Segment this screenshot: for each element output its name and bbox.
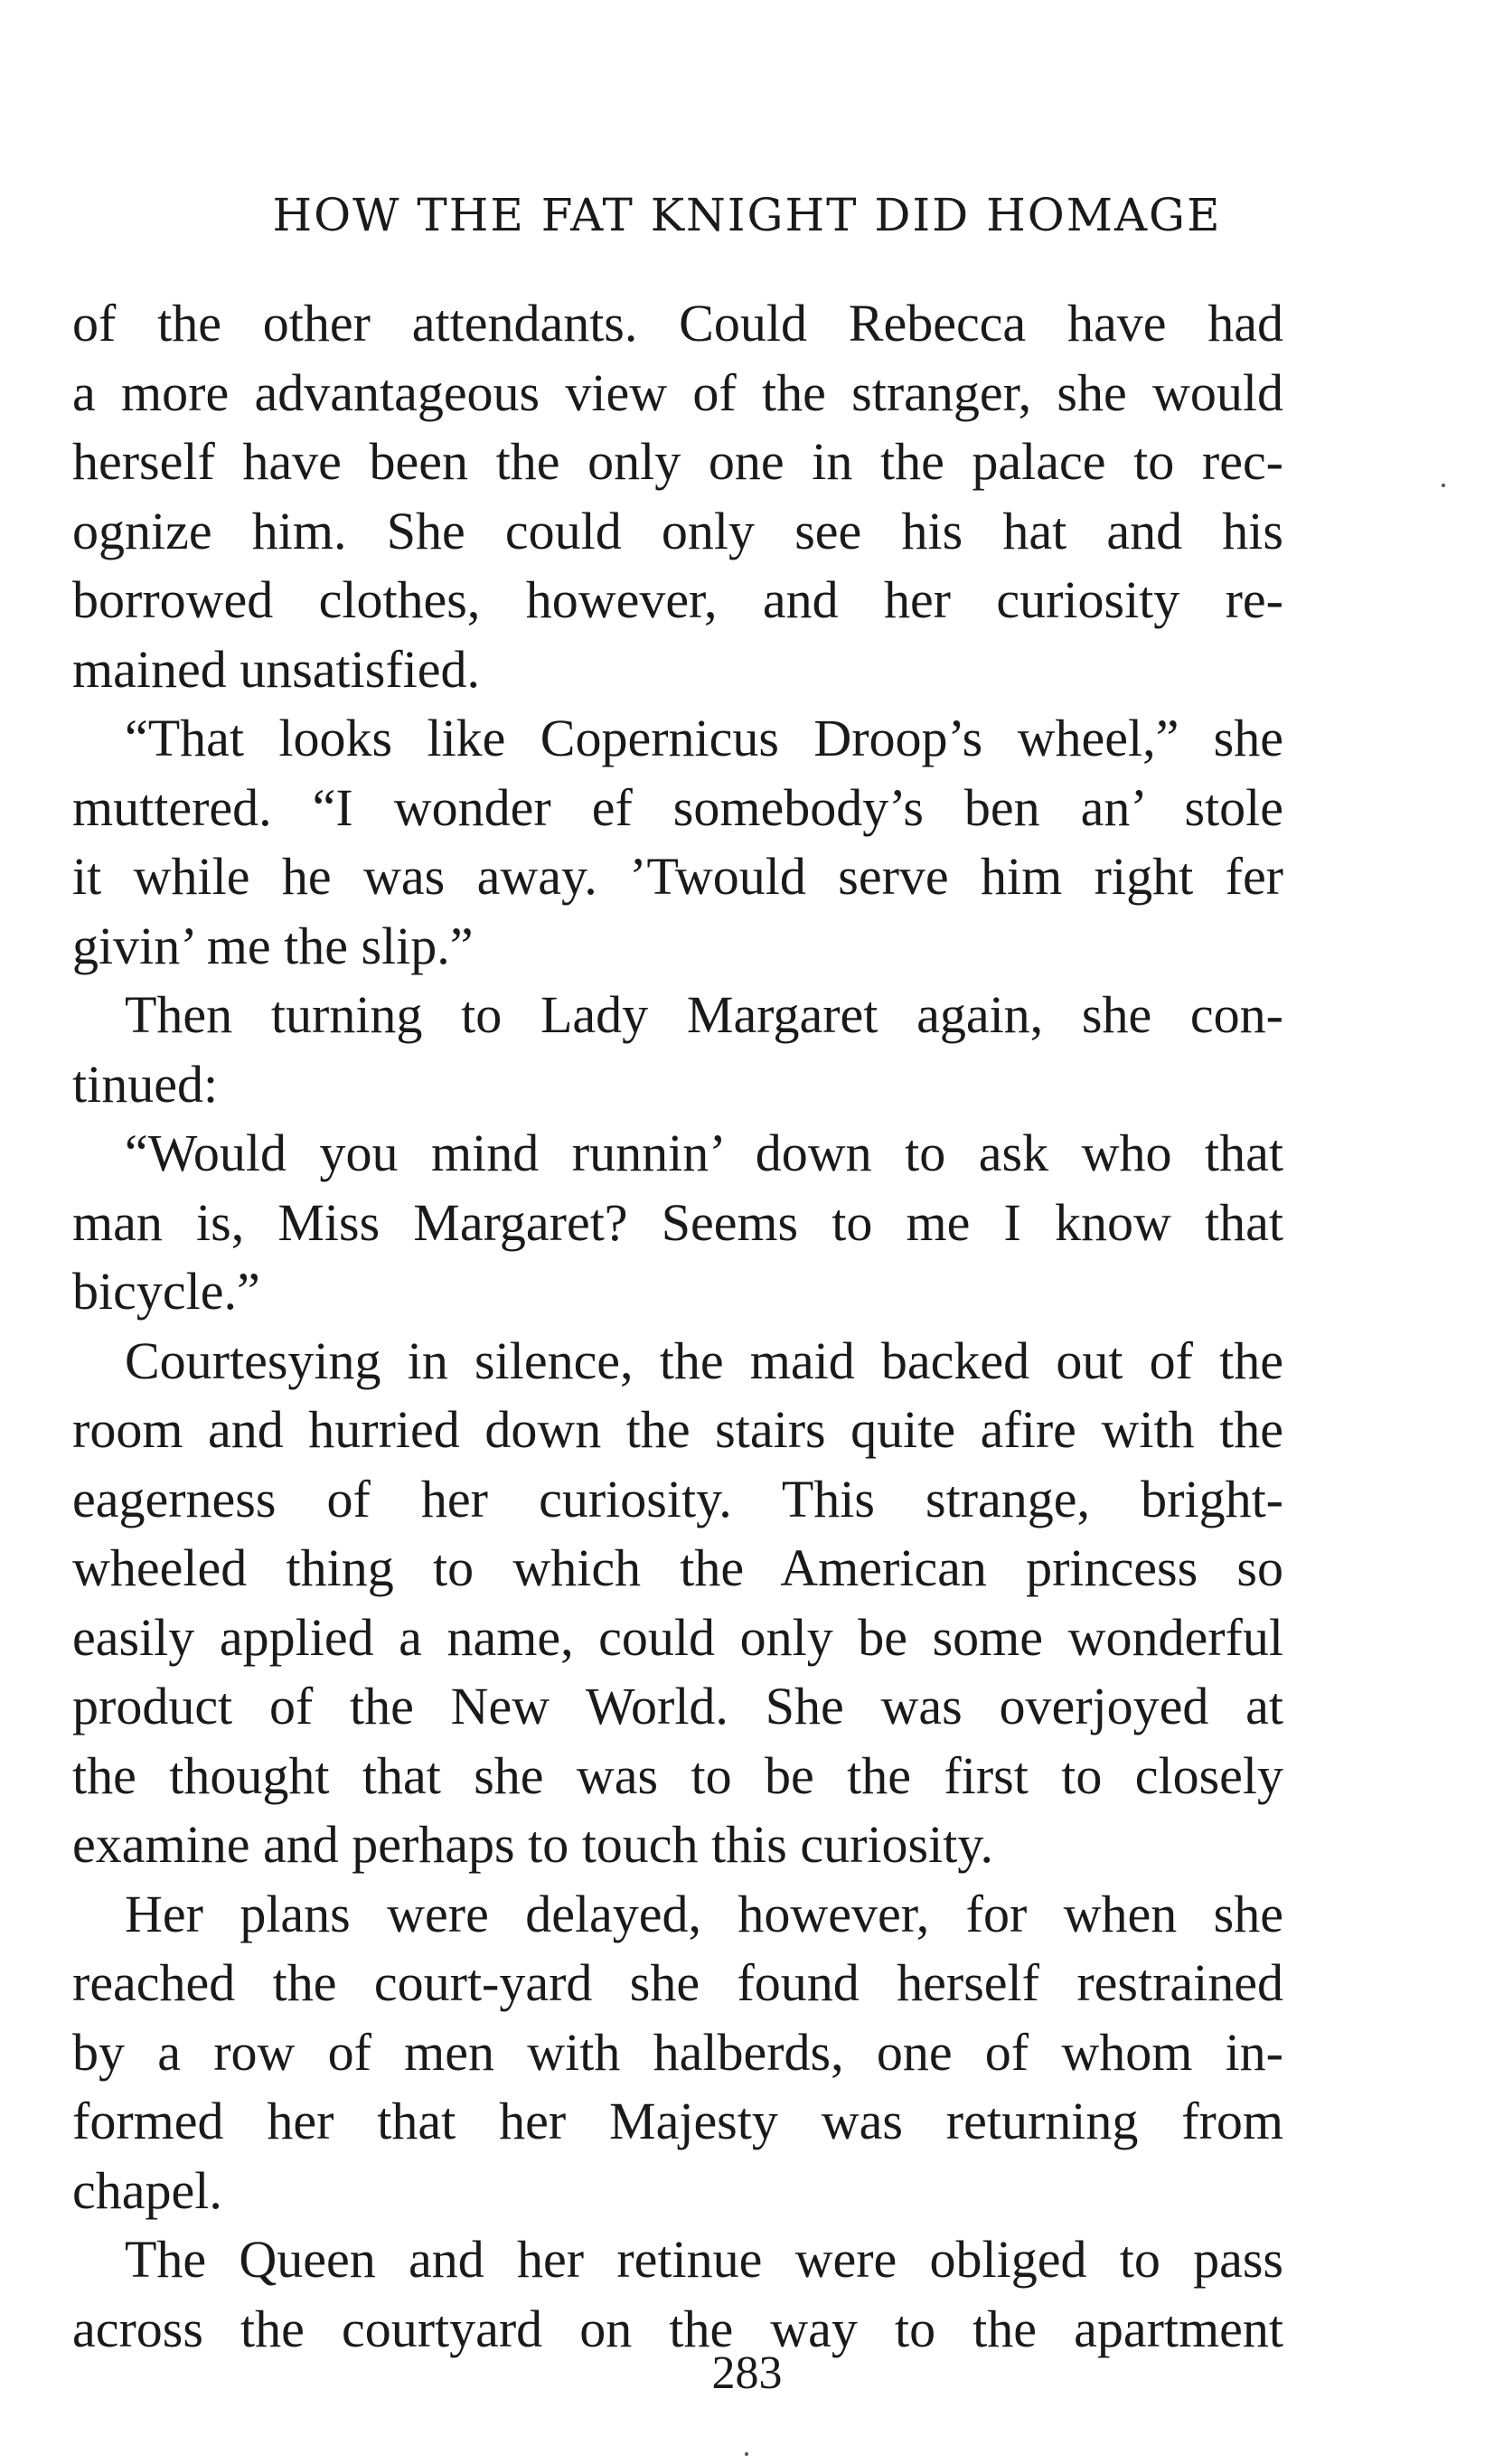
text-line: chapel. bbox=[72, 2160, 222, 2220]
text-line: borrowed clothes, however, and her curiosity re- bbox=[72, 570, 1283, 629]
text-line: wheeled thing to which the American princess so bbox=[72, 1538, 1283, 1597]
text-line: muttered. “I wonder ef somebody’s ben an’ stole bbox=[72, 777, 1283, 837]
text-line: herself have been the only one in the palace to rec- bbox=[72, 432, 1283, 491]
text-line: across the courtyard on the way to the apartment bbox=[72, 2299, 1283, 2358]
text-line: The Queen and her retinue were obliged to pass bbox=[125, 2230, 1283, 2289]
text-line: “That looks like Copernicus Droop’s wheel,” she bbox=[125, 709, 1283, 767]
text-line: ognize him. She could only see his hat and his bbox=[72, 501, 1283, 560]
text-line: eagerness of her curiosity. This strange, bright- bbox=[72, 1469, 1283, 1528]
page-number: 283 bbox=[711, 2347, 783, 2399]
text-line: bicycle.” bbox=[72, 1262, 260, 1321]
text-line: man is, Miss Margaret? Seems to me I know that bbox=[72, 1192, 1283, 1252]
text-line: the thought that she was to be the first to closely bbox=[72, 1745, 1283, 1805]
text-line: mained unsatisfied. bbox=[72, 639, 481, 699]
text-line: a more advantageous view of the stranger, she would bbox=[72, 362, 1283, 422]
text-line: Then turning to Lady Margaret again, she con- bbox=[125, 985, 1283, 1044]
text-line: examine and perhaps to touch this curiosity. bbox=[72, 1815, 994, 1874]
text-line: of the other attendants. Could Rebecca have had bbox=[72, 294, 1283, 353]
text-line: Her plans were delayed, however, for when she bbox=[125, 1884, 1283, 1943]
text-line: reached the court-yard she found herself restrained bbox=[72, 1953, 1283, 2012]
running-head: HOW THE FAT KNIGHT DID HOMAGE bbox=[272, 189, 1222, 241]
scan-speck bbox=[1442, 484, 1445, 487]
text-line: easily applied a name, could only be some wonderful bbox=[72, 1607, 1283, 1667]
text-line: formed her that her Majesty was returning from bbox=[72, 2092, 1283, 2150]
text-line: givin’ me the slip.” bbox=[72, 916, 474, 975]
text-line: product of the New World. She was overjoyed at bbox=[72, 1677, 1283, 1735]
text-line: it while he was away. ’Twould serve him right fer bbox=[72, 847, 1283, 906]
text-line: Courtesying in silence, the maid backed out of the bbox=[125, 1331, 1283, 1390]
text-line: tinued: bbox=[72, 1054, 219, 1114]
scan-speck bbox=[745, 2452, 748, 2456]
text-line: room and hurried down the stairs quite afire with the bbox=[72, 1400, 1283, 1459]
text-line: “Would you mind runnin’ down to ask who that bbox=[125, 1124, 1283, 1182]
text-line: by a row of men with halberds, one of whom in- bbox=[72, 2022, 1283, 2082]
body-text bbox=[72, 289, 1283, 2364]
